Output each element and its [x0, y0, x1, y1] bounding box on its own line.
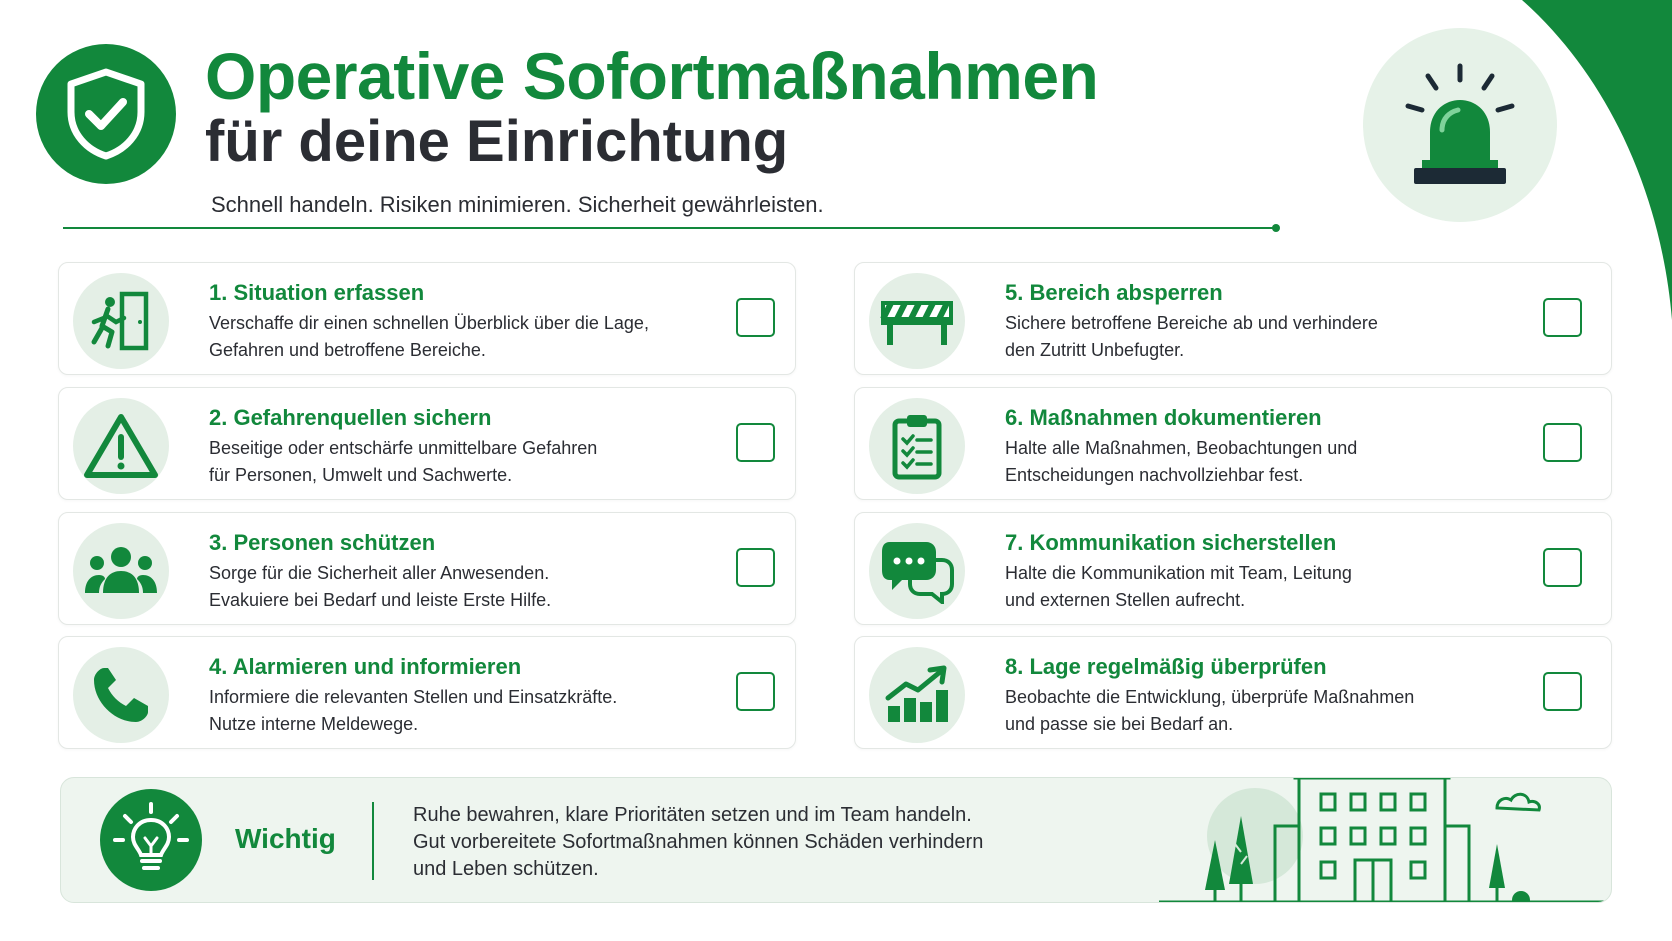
step-description [1005, 435, 1357, 489]
page-subtitle: für deine Einrichtung [205, 109, 789, 174]
step-checkbox[interactable] [1543, 548, 1582, 587]
step-description [209, 435, 597, 489]
chat-bubbles-icon [869, 523, 965, 619]
step-title: 6. Maßnahmen dokumentieren [1005, 405, 1322, 430]
step-checkbox[interactable] [736, 548, 775, 587]
step-description-line: und externen Stellen aufrecht. [1005, 590, 1246, 610]
step-description-line: Halte alle Maßnahmen, Beobachtungen und [1005, 438, 1358, 458]
important-note-line: Gut vorbereitete Sofortmaßnahmen können Schäden verhindern [413, 831, 984, 853]
clipboard-checklist-icon [869, 398, 965, 494]
shield-check-icon [36, 44, 176, 184]
step-checkbox[interactable] [736, 672, 775, 711]
phone-icon [73, 647, 169, 743]
important-note-line: und Leben schützen. [413, 858, 599, 880]
step-description [1005, 560, 1352, 614]
step-description-line: Halte die Kommunikation mit Team, Leitung [1005, 563, 1352, 583]
step-description-line: Beobachte die Entwicklung, überprüfe Maßnahmen [1005, 687, 1415, 707]
step-description-line: Verschaffe dir einen schnellen Überblick über die Lage, [209, 313, 649, 333]
step-checkbox[interactable] [1543, 423, 1582, 462]
footer-divider [372, 802, 374, 880]
step-card-3 [58, 512, 796, 625]
building-trees-illustration [1159, 778, 1612, 903]
step-card-7 [854, 512, 1612, 625]
step-description-line: Sichere betroffene Bereiche ab und verhindere [1005, 313, 1378, 333]
step-checkbox[interactable] [1543, 298, 1582, 337]
step-description [209, 560, 551, 614]
important-note-line: Ruhe bewahren, klare Prioritäten setzen und im Team handeln. [413, 804, 972, 826]
step-description [209, 684, 617, 738]
step-description-line: Nutze interne Meldewege. [209, 714, 419, 734]
step-title: 3. Personen schützen [209, 530, 436, 555]
title-divider-dot [1272, 224, 1280, 232]
step-card-5 [854, 262, 1612, 375]
step-description-line: Gefahren und betroffene Bereiche. [209, 340, 486, 360]
step-description [209, 310, 649, 364]
step-description [1005, 684, 1414, 738]
step-description-line: Beseitige oder entschärfe unmittelbare Gefahren [209, 438, 598, 458]
lightbulb-icon [100, 789, 202, 891]
step-title: 4. Alarmieren und informieren [209, 654, 522, 679]
step-description-line: und passe sie bei Bedarf an. [1005, 714, 1234, 734]
step-checkbox[interactable] [736, 298, 775, 337]
step-card-6 [854, 387, 1612, 500]
step-description-line: Informiere die relevanten Stellen und Einsatzkräfte. [209, 687, 618, 707]
important-note-panel [60, 777, 1612, 903]
step-description-line: für Personen, Umwelt und Sachwerte. [209, 465, 513, 485]
step-card-8 [854, 636, 1612, 749]
people-group-icon [73, 523, 169, 619]
step-title: 5. Bereich absperren [1005, 280, 1223, 305]
warning-triangle-icon [73, 398, 169, 494]
step-description-line: Evakuiere bei Bedarf und leiste Erste Hilfe. [209, 590, 552, 610]
alarm-siren-icon [1363, 28, 1557, 222]
step-card-4 [58, 636, 796, 749]
step-title: 2. Gefahrenquellen sichern [209, 405, 492, 430]
step-description-line: Entscheidungen nachvollziehbar fest. [1005, 465, 1304, 485]
step-checkbox[interactable] [1543, 672, 1582, 711]
page-title: Operative Sofortmaßnahmen [205, 39, 1099, 113]
important-note-text [413, 802, 983, 883]
step-checkbox[interactable] [736, 423, 775, 462]
emergency-exit-icon [73, 273, 169, 369]
step-title: 8. Lage regelmäßig überprüfen [1005, 654, 1327, 679]
step-title: 1. Situation erfassen [209, 280, 425, 305]
step-description [1005, 310, 1378, 364]
important-label: Wichtig [235, 823, 336, 854]
step-title: 7. Kommunikation sicherstellen [1005, 530, 1337, 555]
growth-chart-icon [869, 647, 965, 743]
step-card-1 [58, 262, 796, 375]
title-divider [63, 227, 1278, 229]
step-description-line: Sorge für die Sicherheit aller Anwesenden. [209, 563, 550, 583]
tagline: Schnell handeln. Risiken minimieren. Sicherheit gewährleisten. [211, 192, 824, 217]
barrier-icon [869, 273, 965, 369]
step-card-2 [58, 387, 796, 500]
step-description-line: den Zutritt Unbefugter. [1005, 340, 1185, 360]
